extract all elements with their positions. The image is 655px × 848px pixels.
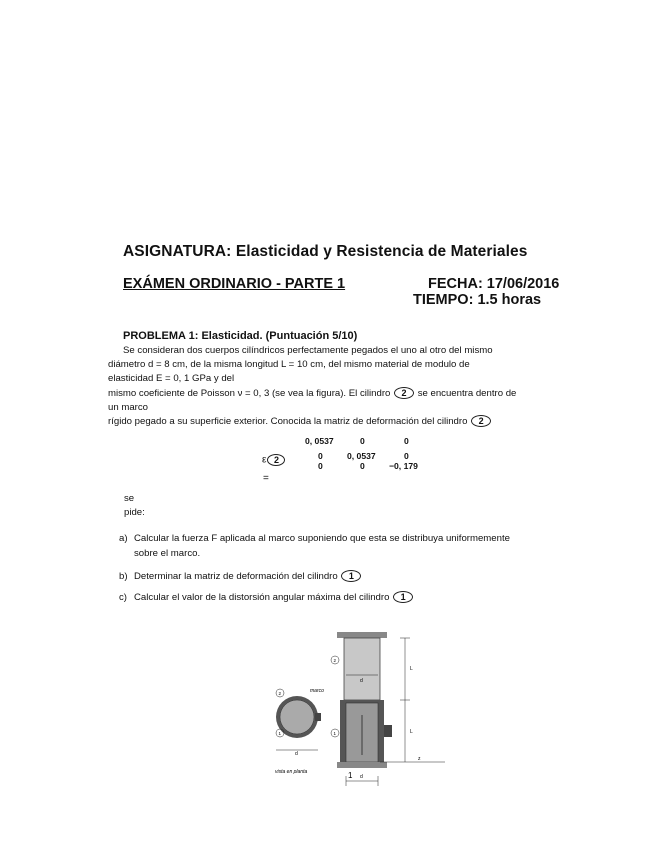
plan-d-label: d	[295, 751, 298, 757]
item-b-line: Determinar la matriz de deformación del cilindro	[134, 571, 338, 582]
para-line-5: un marco	[108, 402, 148, 413]
bottom-1-label: 1	[348, 771, 353, 780]
matrix-cell-21: 0	[360, 461, 365, 471]
item-b-label: b)	[119, 571, 128, 582]
item-a-line-2: sobre el marco.	[134, 548, 201, 559]
cylinder-figure	[260, 625, 450, 790]
para-line-1: Se consideran dos cuerpos cilíndricos perfectamente pegados el uno al otro del mismo	[123, 345, 493, 356]
plan-attachment	[315, 713, 321, 721]
upper-cylinder	[344, 638, 380, 700]
para-line-4a: mismo coeficiente de Poisson ν = 0, 3 (se vea la figura). El cilindro	[108, 388, 391, 399]
item-c	[119, 590, 599, 605]
exam-time: TIEMPO: 1.5 horas	[413, 292, 542, 308]
item-a-label: a)	[119, 533, 128, 544]
para-line-4b: se encuentra dentro de	[417, 388, 517, 399]
item-b-text	[134, 569, 362, 584]
marco-label: marco	[310, 688, 324, 694]
L-label-top: L	[410, 666, 413, 672]
plan-label-2-text: 2	[278, 691, 282, 696]
exam-title: EXÁMEN ORDINARIO - PARTE 1	[123, 276, 346, 292]
problem-subtitle: Elasticidad. (Puntuación 5/10)	[201, 330, 358, 342]
item-c-label: c)	[119, 592, 127, 603]
se-pide-1: se	[124, 493, 135, 504]
vista-label: vista en planta	[275, 769, 308, 775]
plan-inner-circle	[280, 700, 314, 734]
matrix-cell-02: 0	[404, 436, 409, 446]
item-a-line-1: Calcular la fuerza F aplicada al marco suponiendo que esta se distribuya uniformemente	[134, 533, 510, 544]
problem-title: PROBLEMA 1:	[123, 330, 199, 342]
subject-title: ASIGNATURA: Elasticidad y Resistencia de Materiales	[123, 243, 528, 260]
matrix-cell-12: 0	[404, 451, 409, 461]
top-plate	[337, 632, 387, 638]
para-line-6	[108, 415, 492, 429]
item-c-line: Calcular el valor de la distorsión angular máxima del cilindro	[134, 592, 390, 603]
plan-label-1-text: 1	[278, 731, 282, 736]
para-line-6a: rígido pegado a su superficie exterior. Conocida la matriz de deformación del cilindro	[108, 416, 468, 427]
problem-heading	[123, 330, 357, 342]
side-attachment	[384, 725, 392, 737]
L-label-bottom: L	[410, 729, 413, 735]
d-label-upper: d	[360, 678, 363, 684]
matrix-cell-22: −0, 179	[389, 461, 418, 471]
cylinder-2-icon-b: 2	[471, 415, 491, 427]
para-line-4	[108, 387, 516, 401]
bottom-plate	[337, 762, 387, 768]
label-1-text: 1	[333, 731, 337, 736]
item-c-text	[134, 590, 414, 605]
z-label: z	[418, 756, 421, 762]
matrix-cell-11: 0, 0537	[347, 451, 376, 461]
item-b-cylinder-icon: 1	[341, 570, 361, 582]
matrix-equals: =	[263, 473, 269, 484]
matrix-cell-20: 0	[318, 461, 323, 471]
matrix-cell-01: 0	[360, 436, 365, 446]
se-pide-2: pide:	[124, 507, 145, 518]
matrix-cell-10: 0	[318, 451, 323, 461]
item-b	[119, 569, 599, 584]
epsilon-symbol: ε	[262, 454, 267, 466]
matrix-cylinder-icon: 2	[267, 454, 285, 466]
matrix-cell-00: 0, 0537	[305, 436, 334, 446]
cylinder-2-icon: 2	[394, 387, 414, 399]
item-c-cylinder-icon: 1	[393, 591, 413, 603]
para-line-2: diámetro d = 8 cm, de la misma longitud L = 10 cm, del mismo material de modulo de	[108, 359, 470, 370]
label-2-text: 2	[333, 658, 337, 663]
matrix-lhs	[262, 454, 286, 466]
bottom-d-label: d	[360, 774, 363, 780]
item-a	[119, 531, 599, 561]
para-line-3: elasticidad E = 0, 1 GPa y del	[108, 373, 235, 384]
exam-date: FECHA: 17/06/2016	[428, 276, 560, 292]
